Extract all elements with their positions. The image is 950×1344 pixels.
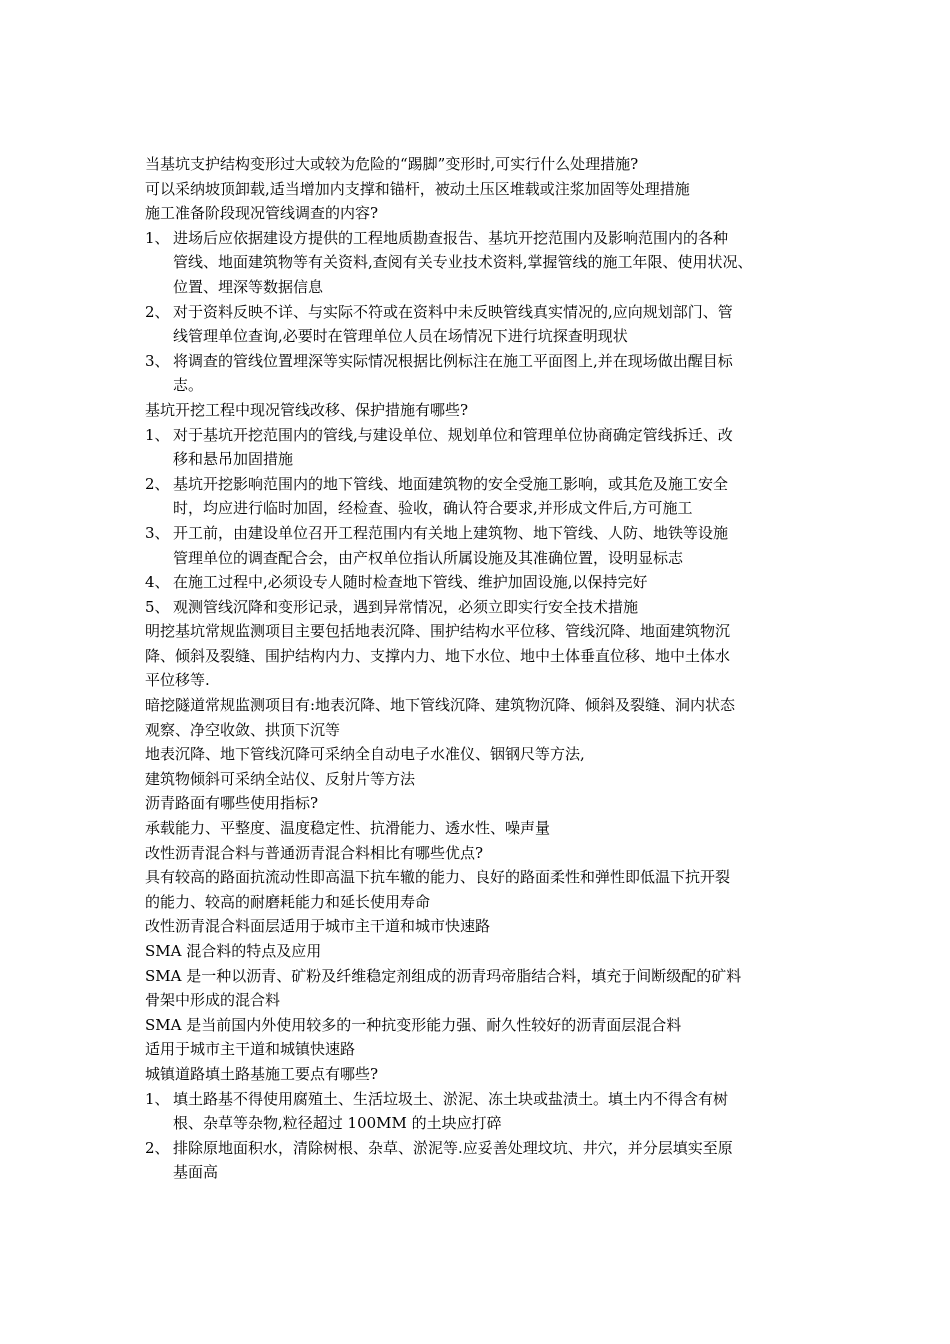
list-item-text (173, 226, 825, 300)
paragraph: 地表沉降、地下管线沉降可采纳全自动电子水准仪、铟钢尺等方法, (145, 745, 585, 764)
list-item (145, 349, 825, 398)
list-item-text (173, 570, 825, 595)
list-item-line: 志。 (173, 376, 204, 395)
list-item-number: 5、 (145, 597, 170, 616)
list-item-number: 2、 (145, 1138, 170, 1157)
paragraph: 施工准备阶段现况管线调查的内容? (145, 204, 379, 223)
list-item-line: 位置、埋深等数据信息 (173, 277, 324, 296)
list-item-number: 1、 (145, 425, 170, 444)
paragraph: 承载能力、平整度、温度稳定性、抗滑能力、透水性、噪声量 (145, 819, 551, 838)
list-item (145, 226, 825, 300)
list-item (145, 1136, 825, 1185)
paragraph: 平位移等. (145, 671, 210, 690)
list-item (145, 1087, 825, 1136)
list-item-line: 线管理单位查询,必要时在管理单位人员在场情况下进行坑探查明现状 (173, 327, 628, 346)
paragraph: 沥青路面有哪些使用指标? (145, 794, 319, 813)
list-item-line: 填土路基不得使用腐殖土、生活垃圾土、淤泥、冻土块或盐渍土。填土内不得含有树 (173, 1089, 729, 1108)
paragraph: 降、倾斜及裂缝、围护结构内力、支撑内力、地下水位、地中土体垂直位移、地中土体水 (145, 646, 731, 665)
paragraph: 具有较高的路面抗流动性即高温下抗车辙的能力、良好的路面柔性和弹性即低温下抗开裂 (145, 868, 731, 887)
paragraph: 观察、净空收敛、拱顶下沉等 (145, 720, 341, 739)
list-item-line: 对于资料反映不详、与实际不符或在资料中未反映管线真实情况的,应向规划部门、管 (173, 302, 733, 321)
paragraph: 暗挖隧道常规监测项目有:地表沉降、地下管线沉降、建筑物沉降、倾斜及裂缝、洞内状态 (145, 696, 736, 715)
list-item-line: 根、杂草等杂物,粒径超过 100MM 的土块应打碎 (173, 1114, 502, 1133)
list-item-number: 3、 (145, 351, 170, 370)
document-body (145, 152, 825, 1185)
list-item-text (173, 472, 825, 521)
paragraph: 改性沥青混合料面层适用于城市主干道和城市快速路 (145, 917, 491, 936)
list-item-number: 2、 (145, 302, 170, 321)
list-item-line: 观测管线沉降和变形记录，遇到异常情况，必须立即实行安全技术措施 (173, 597, 639, 616)
paragraph: SMA 是一种以沥青、矿粉及纤维稳定剂组成的沥青玛帝脂结合料，填充于间断级配的矿料 (145, 966, 742, 985)
paragraph: 建筑物倾斜可采纳全站仪、反射片等方法 (145, 769, 416, 788)
list-item-text (173, 423, 825, 472)
paragraph: 骨架中形成的混合料 (145, 991, 281, 1010)
paragraph: 城镇道路填土路基施工要点有哪些? (145, 1064, 379, 1083)
paragraph: 当基坑支护结构变形过大或较为危险的“踢脚”变形时,可实行什么处理措施? (145, 155, 639, 173)
list-item-line: 管线、地面建筑物等有关资料,查阅有关专业技术资料,掌握管线的施工年限、使用状况、 (173, 253, 753, 272)
list-item (145, 423, 825, 472)
list-item-text (173, 349, 825, 398)
paragraph: 可以采纳坡顶卸载,适当增加内支撑和锚杆，被动土压区堆载或注浆加固等处理措施 (145, 179, 690, 198)
paragraph: 明挖基坑常规监测项目主要包括地表沉降、围护结构水平位移、管线沉降、地面建筑物沉 (145, 622, 731, 641)
list-item-line: 移和悬吊加固措施 (173, 450, 294, 469)
list-item (145, 570, 825, 595)
paragraph: 适用于城市主干道和城镇快速路 (145, 1040, 356, 1059)
list-item-line: 在施工过程中,必须设专人随时检查地下管线、维护加固设施,以保持完好 (173, 573, 648, 592)
list-item-text (173, 521, 825, 570)
list-item-line: 将调查的管线位置埋深等实际情况根据比例标注在施工平面图上,并在现场做出醒目标 (173, 351, 733, 370)
list-item-text (173, 300, 825, 349)
list-item-number: 3、 (145, 523, 170, 542)
list-item-line: 进场后应依据建设方提供的工程地质勘查报告、基坑开挖范围内及影响范围内的各种 (173, 228, 729, 247)
list-item-number: 1、 (145, 1089, 170, 1108)
list-item (145, 472, 825, 521)
list-item-number: 1、 (145, 228, 170, 247)
paragraph: 基坑开挖工程中现况管线改移、保护措施有哪些? (145, 400, 469, 419)
list-item-line: 对于基坑开挖范围内的管线,与建设单位、规划单位和管理单位协商确定管线拆迁、改 (173, 425, 733, 444)
list-item-number: 2、 (145, 474, 170, 493)
list-item-line: 基面高 (173, 1163, 219, 1182)
list-item-line: 开工前，由建设单位召开工程范围内有关地上建筑物、地下管线、人防、地铁等设施 (173, 523, 729, 542)
list-item-text (173, 1136, 825, 1185)
paragraph: SMA 是当前国内外使用较多的一种抗变形能力强、耐久性较好的沥青面层混合料 (145, 1015, 682, 1034)
paragraph: 改性沥青混合料与普通沥青混合料相比有哪些优点? (145, 843, 484, 862)
list-item-text (173, 595, 825, 620)
list-item-line: 基坑开挖影响范围内的地下管线、地面建筑物的安全受施工影响，或其危及施工安全 (173, 474, 729, 493)
list-item-line: 管理单位的调查配合会，由产权单位指认所属设施及其准确位置，设明显标志 (173, 548, 684, 567)
list-item-line: 排除原地面积水，清除树根、杂草、淤泥等.应妥善处理坟坑、井穴，并分层填实至原 (173, 1138, 733, 1157)
list-item-line: 时，均应进行临时加固，经检查、验收，确认符合要求,并形成文件后,方可施工 (173, 499, 693, 518)
paragraph: 的能力、较高的耐磨耗能力和延长使用寿命 (145, 892, 431, 911)
list-item-number: 4、 (145, 573, 170, 592)
list-item (145, 521, 825, 570)
paragraph: SMA 混合料的特点及应用 (145, 942, 322, 960)
list-item (145, 595, 825, 620)
list-item (145, 300, 825, 349)
list-item-text (173, 1087, 825, 1136)
